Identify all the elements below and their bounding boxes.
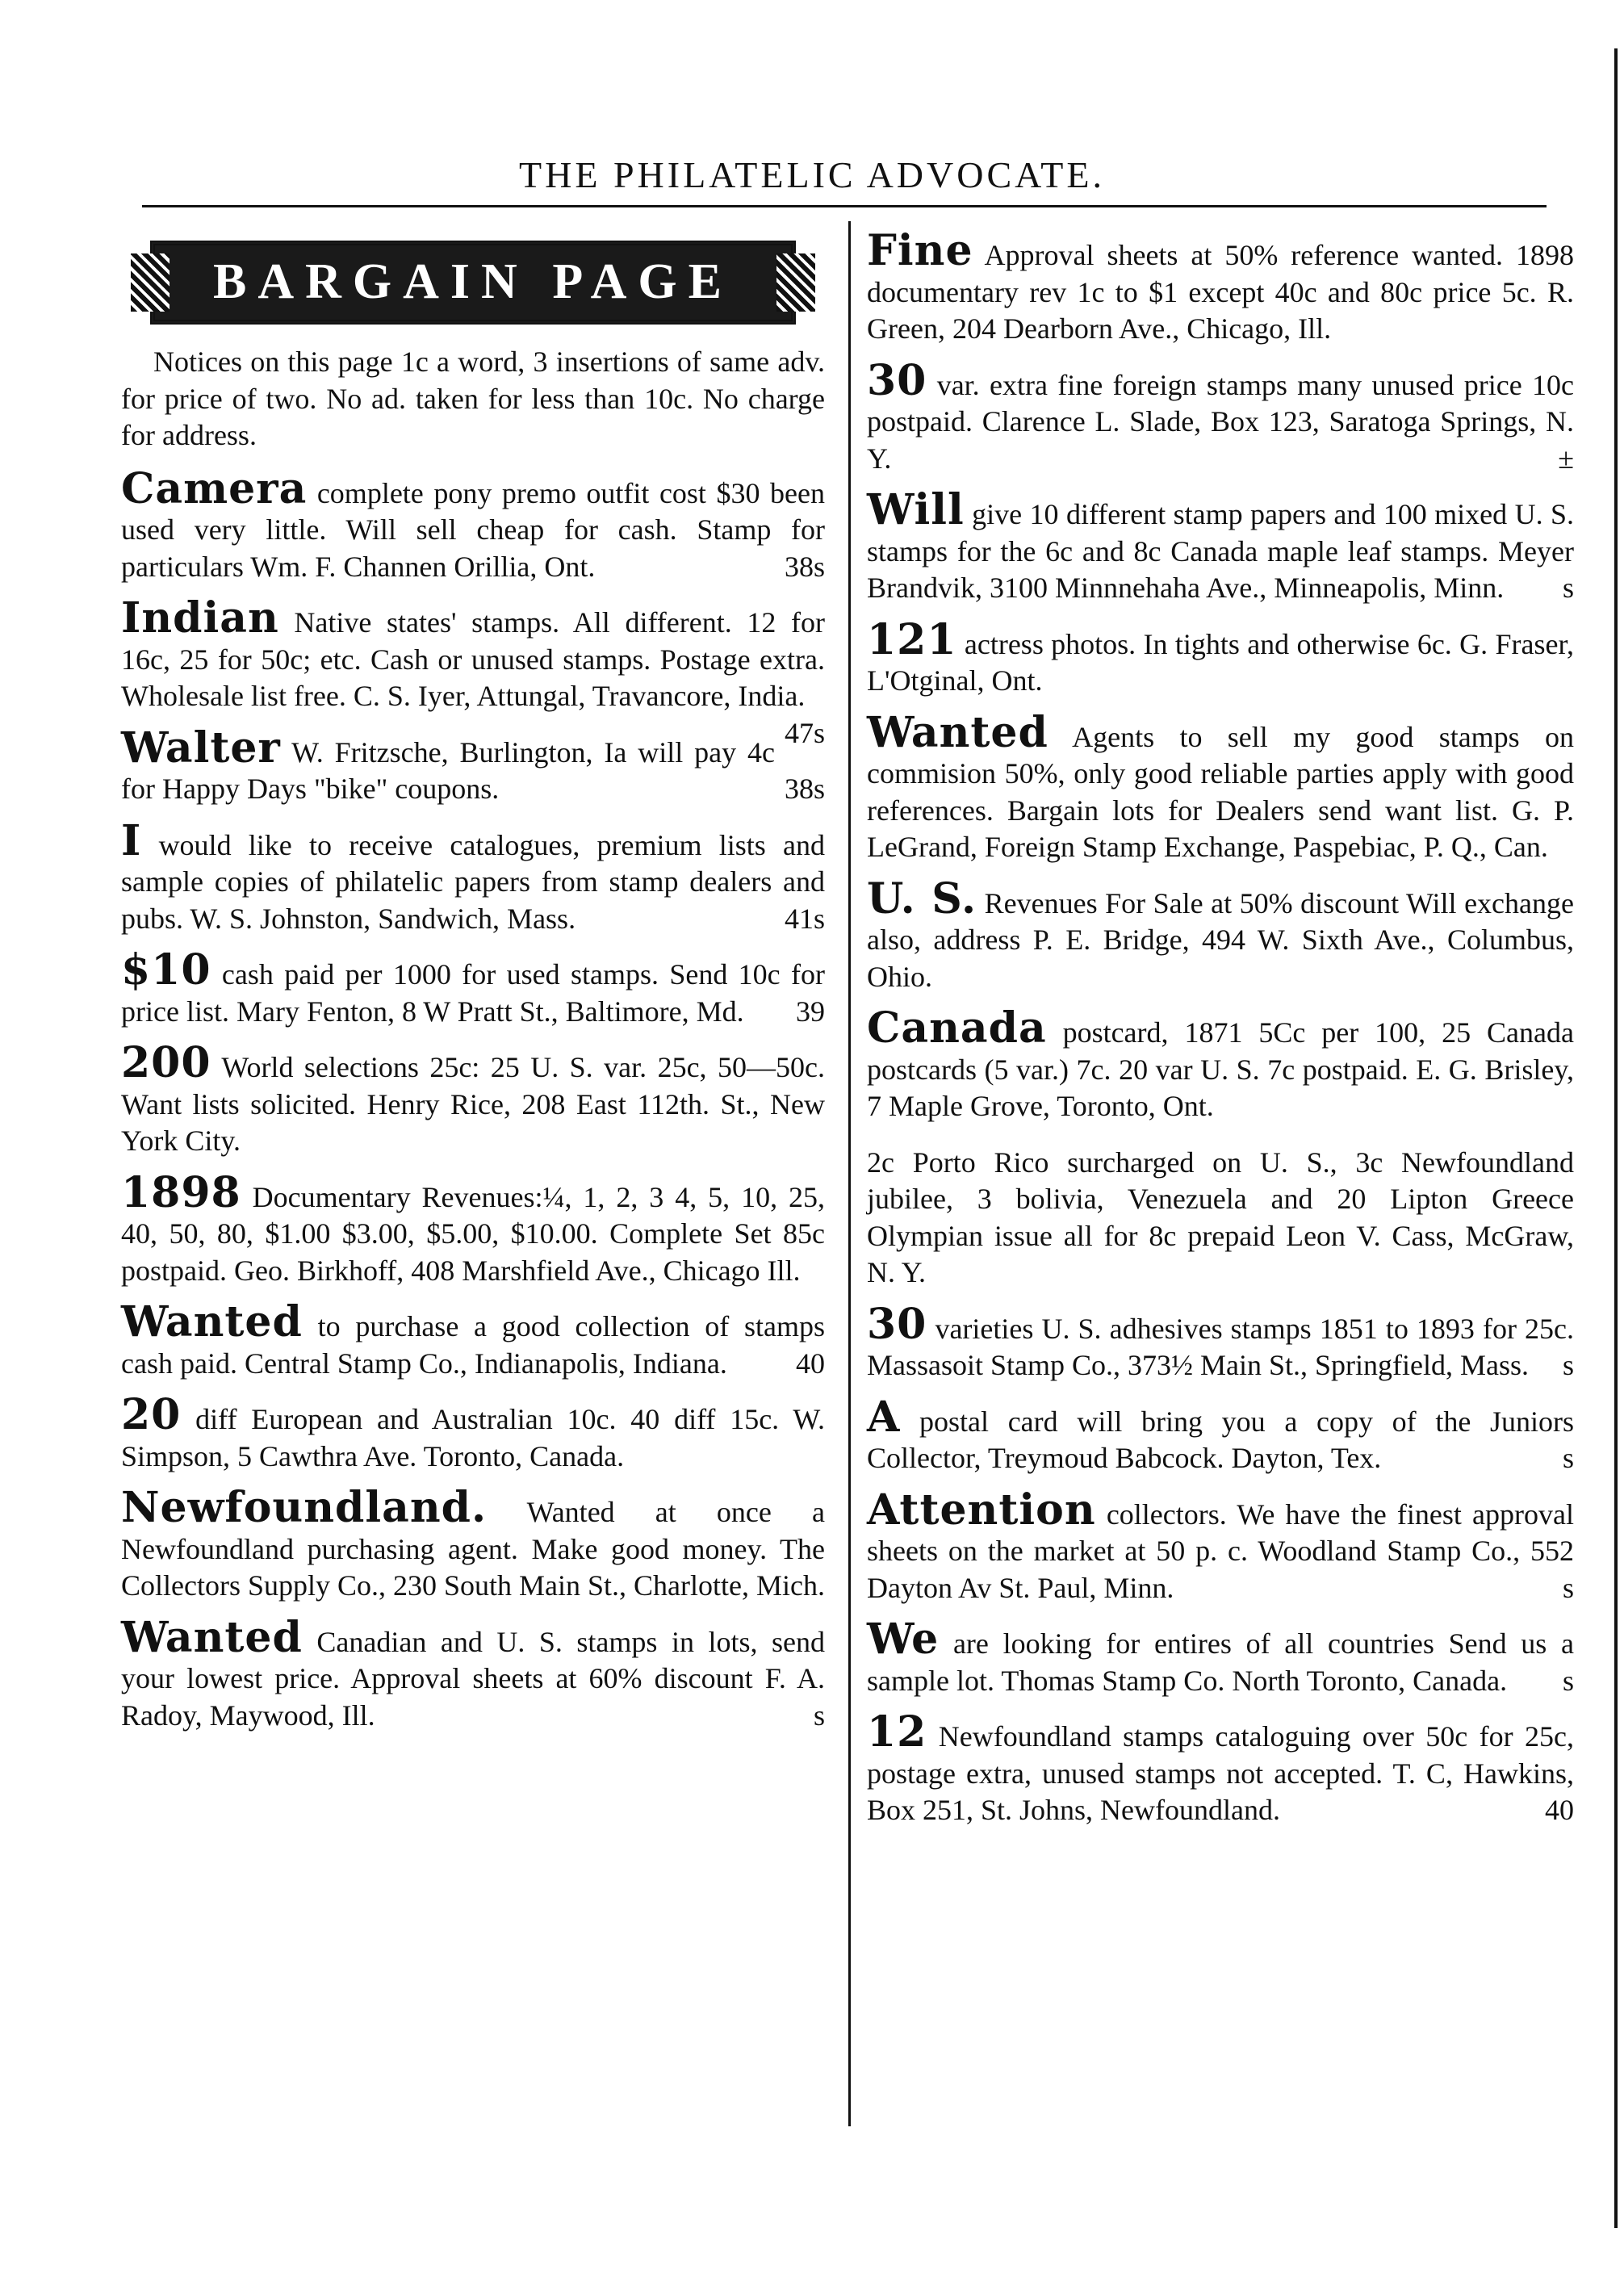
ad-body: 2c Porto Rico surcharged on U. S., 3c Newfoundland jubilee, 3 bolivia, Venezuela and 20 Lipton Greece Olympian issue all for 8c prepaid Leon V. Cass, McGraw, N. Y.: [867, 1145, 1574, 1288]
ad-code: s: [1562, 1664, 1574, 1697]
ad-heading: $10: [121, 945, 211, 995]
ad-code: 47s: [784, 716, 825, 749]
classified-ad: [121, 1483, 825, 1605]
ad-heading: A: [867, 1392, 901, 1442]
ad-heading: 121: [867, 614, 957, 664]
classified-ad: [867, 485, 1574, 607]
ad-body: postal card will bring you a copy of the Juniors Collector, Treymoud Babcock. Dayton, Tex.: [867, 1405, 1574, 1474]
classified-ad: [121, 1390, 825, 1475]
ad-code: s: [813, 1698, 825, 1732]
classified-ad: [867, 1707, 1574, 1829]
classified-ad: [867, 1615, 1574, 1699]
column-divider: [848, 221, 851, 2126]
ad-body: Newfoundland stamps cataloguing over 50c for 25c, postage extra, unused stamps not accepted. T. C, Hawkins, Box 251, St. Johns, Newfoundland.: [867, 1720, 1574, 1826]
ad-heading: We: [867, 1615, 940, 1664]
classified-ad: [867, 873, 1574, 996]
page-title: THE PHILATELIC ADVOCATE.: [519, 154, 1105, 195]
ad-heading: Wanted: [867, 707, 1048, 757]
ad-heading: 200: [121, 1038, 211, 1087]
ad-code: 41s: [784, 902, 825, 935]
page-edge-line: [1614, 48, 1618, 2228]
right-column: [867, 226, 1574, 1842]
ad-code: s: [1562, 1442, 1574, 1474]
notice-text: Notices on this page 1c a word, 3 insertions of same adv. for price of two. No ad. taken for less than 10c. No charge for address.: [121, 346, 825, 451]
ad-heading: Wanted: [121, 1297, 303, 1347]
ad-heading: Walter: [121, 722, 281, 773]
ad-heading: Canada: [867, 1003, 1047, 1053]
header-rule: [142, 205, 1547, 207]
ad-heading: Indian: [121, 593, 279, 643]
classified-ad: [121, 815, 825, 938]
ad-heading: 12: [867, 1707, 927, 1757]
ad-code: 38s: [784, 550, 825, 583]
classified-ad: [121, 1038, 825, 1160]
ad-heading: Newfoundland.: [121, 1483, 488, 1532]
right-ads-list: [867, 226, 1574, 1829]
ad-heading: I: [121, 815, 142, 865]
classified-ad: [867, 707, 1574, 866]
ad-body: are looking for entires of all countries Send us a sample lot. Thomas Stamp Co. North Toronto, Canada.: [867, 1627, 1574, 1697]
ad-body: to purchase a good collection of stamps cash paid. Central Stamp Co., Indianapolis, Indiana.: [121, 1310, 825, 1380]
ad-body: W. Fritzsche, Burlington, Ia will pay 4c for Happy Days "bike" coupons.: [121, 735, 775, 805]
ad-code: 40: [1545, 1794, 1574, 1826]
classified-ad: [867, 1392, 1574, 1477]
ad-heading: Attention: [867, 1485, 1096, 1535]
ad-body: Wanted at once a Newfoundland purchasing agent. Make good money. The Collectors Supply Co., 230 South Main St., Charlotte, Mich.: [121, 1496, 825, 1602]
banner-text: BARGAIN PAGE: [213, 254, 733, 310]
ad-body: Canadian and U. S. stamps in lots, send your lowest price. Approval sheets at 60% discount F. A. Radoy, Maywood, Ill.: [121, 1625, 825, 1732]
ad-heading: 1898: [121, 1167, 241, 1217]
ad-body: postcard, 1871 5Cc per 100, 25 Canada postcards (5 var.) 7c. 20 var U. S. 7c postpaid. E. G. Brisley, 7 Maple Grove, Toronto, Ont.: [867, 1016, 1574, 1122]
ad-body: would like to receive catalogues, premium lists and sample copies of philatelic papers from stamp dealers and pubs. W. S. Johnston, Sandwich, Mass.: [121, 828, 825, 935]
classified-ad: [867, 355, 1574, 478]
ad-code: ±: [1558, 442, 1574, 475]
ad-heading: Fine: [867, 226, 973, 275]
ad-body: varieties U. S. adhesives stamps 1851 to 1893 for 25c. Massasoit Stamp Co., 373½ Main St., Springfield, Mass.: [867, 1312, 1574, 1381]
classified-ad: [121, 945, 825, 1030]
left-ads-list: [121, 463, 825, 1735]
ad-body: World selections 25c: 25 U. S. var. 25c, 50—50c. Want lists solicited. Henry Rice, 208 East 112th. St., New York City.: [121, 1051, 825, 1157]
ad-body: diff European and Australian 10c. 40 diff 15c. W. Simpson, 5 Cawthra Ave. Toronto, Canada.: [121, 1403, 825, 1472]
ad-body: cash paid per 1000 for used stamps. Send 10c for price list. Mary Fenton, 8 W Pratt St., Baltimore, Md.: [121, 958, 825, 1028]
left-column: [121, 231, 825, 1747]
classified-ad: [121, 1297, 825, 1382]
classified-ad: [121, 1612, 825, 1735]
ad-heading: Will: [867, 485, 965, 534]
ad-heading: U. S.: [867, 873, 977, 923]
classified-ad: [867, 1138, 1574, 1292]
ad-heading: 30: [867, 1299, 927, 1349]
ad-heading: Wanted: [121, 1612, 303, 1662]
ad-body: Documentary Revenues:¼, 1, 2, 3 4, 5, 10, 25, 40, 50, 80, $1.00 $3.00, $5.00, $10.00. Complete Set 85c postpaid. Geo. Birkhoff, 408 Marshfield Ave., Chicago Ill.: [121, 1180, 825, 1287]
ad-body: give 10 different stamp papers and 100 mixed U. S. stamps for the 6c and 8c Canada maple leaf stamps. Meyer Brandvik, 3100 Minnnehaha Ave., Minneapolis, Minn.: [867, 498, 1574, 604]
ad-heading: Camera: [121, 463, 308, 513]
classified-ad: [121, 722, 825, 808]
classified-ad: [121, 463, 825, 586]
ad-code: s: [1562, 1349, 1574, 1381]
ad-code: 40: [796, 1347, 825, 1380]
ad-body: Native states' stamps. All different. 12 for 16c, 25 for 50c; etc. Cash or unused stamps. Postage extra. Wholesale list free. C. S. Iyer, Attungal, Travancore, India.: [121, 606, 825, 712]
ad-body: collectors. We have the finest approval sheets on the market at 50 p. c. Woodland Stamp Co., 552 Dayton Av St. Paul, Minn.: [867, 1497, 1574, 1604]
classified-ad: [867, 1299, 1574, 1384]
ad-code: 39: [796, 995, 825, 1028]
ad-heading: 30: [867, 355, 927, 405]
ad-body: Agents to sell my good stamps on commision 50%, only good reliable parties apply with good references. Bargain lots for Dealers send want list. G. P. LeGrand, Foreign Stamp Exchange, Paspebiac, P. Q., Can.: [867, 720, 1574, 863]
ad-body: var. extra fine foreign stamps many unused price 10c postpaid. Clarence L. Slade, Box 123, Saratoga Springs, N. Y.: [867, 368, 1574, 475]
classified-ad: [867, 1003, 1574, 1125]
ad-heading: 20: [121, 1390, 182, 1439]
classified-ad: [121, 1167, 825, 1290]
ad-code: s: [1562, 1571, 1574, 1604]
ad-body: actress photos. In tights and otherwise 6c. G. Fraser, L'Otginal, Ont.: [867, 627, 1574, 697]
classified-ad: [867, 614, 1574, 700]
ad-body: Revenues For Sale at 50% discount Will exchange also, address P. E. Bridge, 494 W. Sixth Ave., Columbus, Ohio.: [867, 886, 1574, 993]
ad-body: Approval sheets at 50% reference wanted. 1898 documentary rev 1c to $1 except 40c and 80c price 5c. R. Green, 204 Dearborn Ave., Chicago, Ill.: [867, 239, 1574, 345]
ad-code: s: [1562, 572, 1574, 604]
bargain-page-banner: [150, 241, 796, 325]
ad-body: complete pony premo outfit cost $30 been used very little. Will sell cheap for cash. Stamp for particulars Wm. F. Channen Orillia, Ont.: [121, 476, 825, 583]
classified-ad: [867, 226, 1574, 348]
classified-ad: [867, 1485, 1574, 1607]
ad-code: 38s: [784, 773, 825, 805]
